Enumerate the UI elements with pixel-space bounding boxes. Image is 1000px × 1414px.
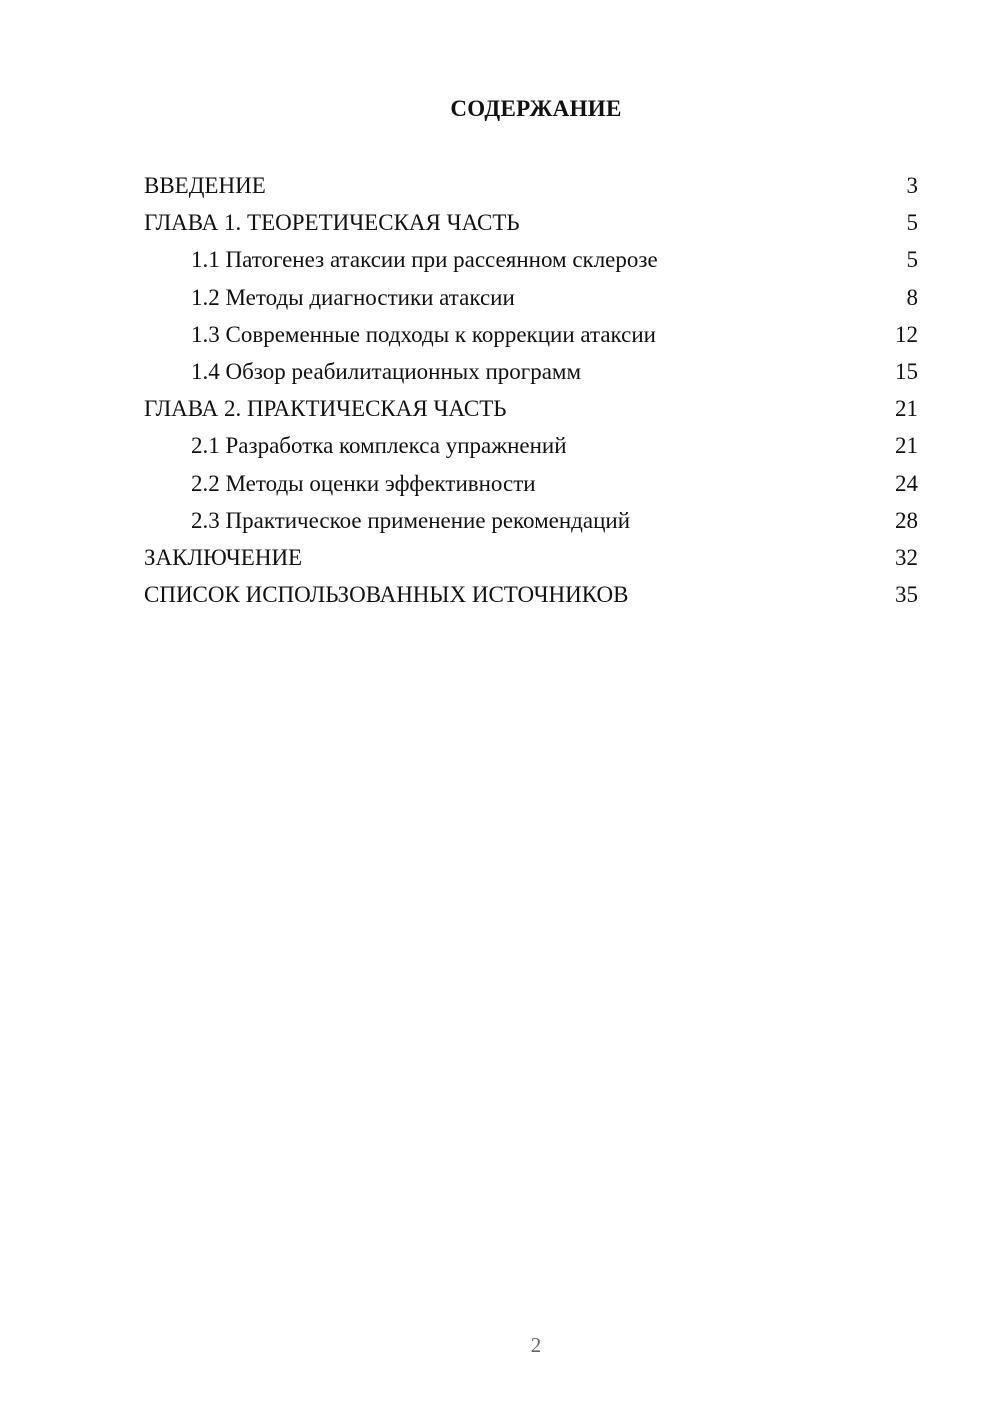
toc-entry: [144, 427, 918, 464]
toc-entry-page: 12: [895, 321, 918, 347]
toc-entry-page: 3: [906, 173, 918, 198]
toc-entry-label: 1.3 Современные подходы к коррекции атаксии: [191, 321, 656, 347]
toc-entry: [144, 279, 918, 316]
page-title: СОДЕРЖАНИЕ: [450, 96, 622, 121]
table-of-contents: [144, 167, 918, 613]
toc-entry-page: 32: [895, 544, 918, 570]
toc-entry-label: ВВЕДЕНИЕ: [144, 173, 266, 198]
toc-entry-page: 28: [895, 507, 918, 533]
toc-entry-label: ГЛАВА 2. ПРАКТИЧЕСКАЯ ЧАСТЬ: [144, 396, 507, 422]
toc-entry: [144, 502, 918, 539]
toc-entry: [144, 390, 918, 427]
toc-entry: [144, 204, 918, 241]
toc-entry-label: 2.3 Практическое применение рекомендаций: [191, 507, 631, 533]
toc-entry: [144, 576, 918, 613]
toc-entry-page: 21: [895, 433, 918, 459]
toc-entry-page: 15: [895, 358, 918, 384]
toc-entry: [144, 316, 918, 353]
toc-entry-label: 1.1 Патогенез атаксии при рассеянном склерозе: [191, 247, 658, 273]
toc-entry-label: 1.2 Методы диагностики атаксии: [191, 284, 515, 310]
toc-entry: [144, 353, 918, 390]
toc-entry-label: 2.1 Разработка комплекса упражнений: [191, 433, 567, 459]
toc-entry: [144, 241, 918, 278]
toc-entry-page: 8: [906, 284, 918, 310]
toc-entry: [144, 465, 918, 502]
toc-entry-label: 2.2 Методы оценки эффективности: [191, 470, 536, 496]
toc-entry-page: 5: [906, 210, 918, 236]
toc-entry-label: ГЛАВА 1. ТЕОРЕТИЧЕСКАЯ ЧАСТЬ: [144, 210, 520, 236]
toc-entry-page: 21: [895, 396, 918, 422]
toc-entry-label: ЗАКЛЮЧЕНИЕ: [144, 544, 303, 570]
toc-entry-label: СПИСОК ИСПОЛЬЗОВАННЫХ ИСТОЧНИКОВ: [144, 582, 629, 608]
toc-entry-page: 35: [895, 582, 918, 608]
toc-entry: [144, 167, 918, 204]
toc-entry-page: 5: [906, 247, 918, 273]
toc-entry-page: 24: [895, 470, 918, 496]
page-number: 2: [530, 1333, 542, 1357]
toc-entry: [144, 539, 918, 576]
toc-entry-label: 1.4 Обзор реабилитационных программ: [191, 358, 582, 384]
